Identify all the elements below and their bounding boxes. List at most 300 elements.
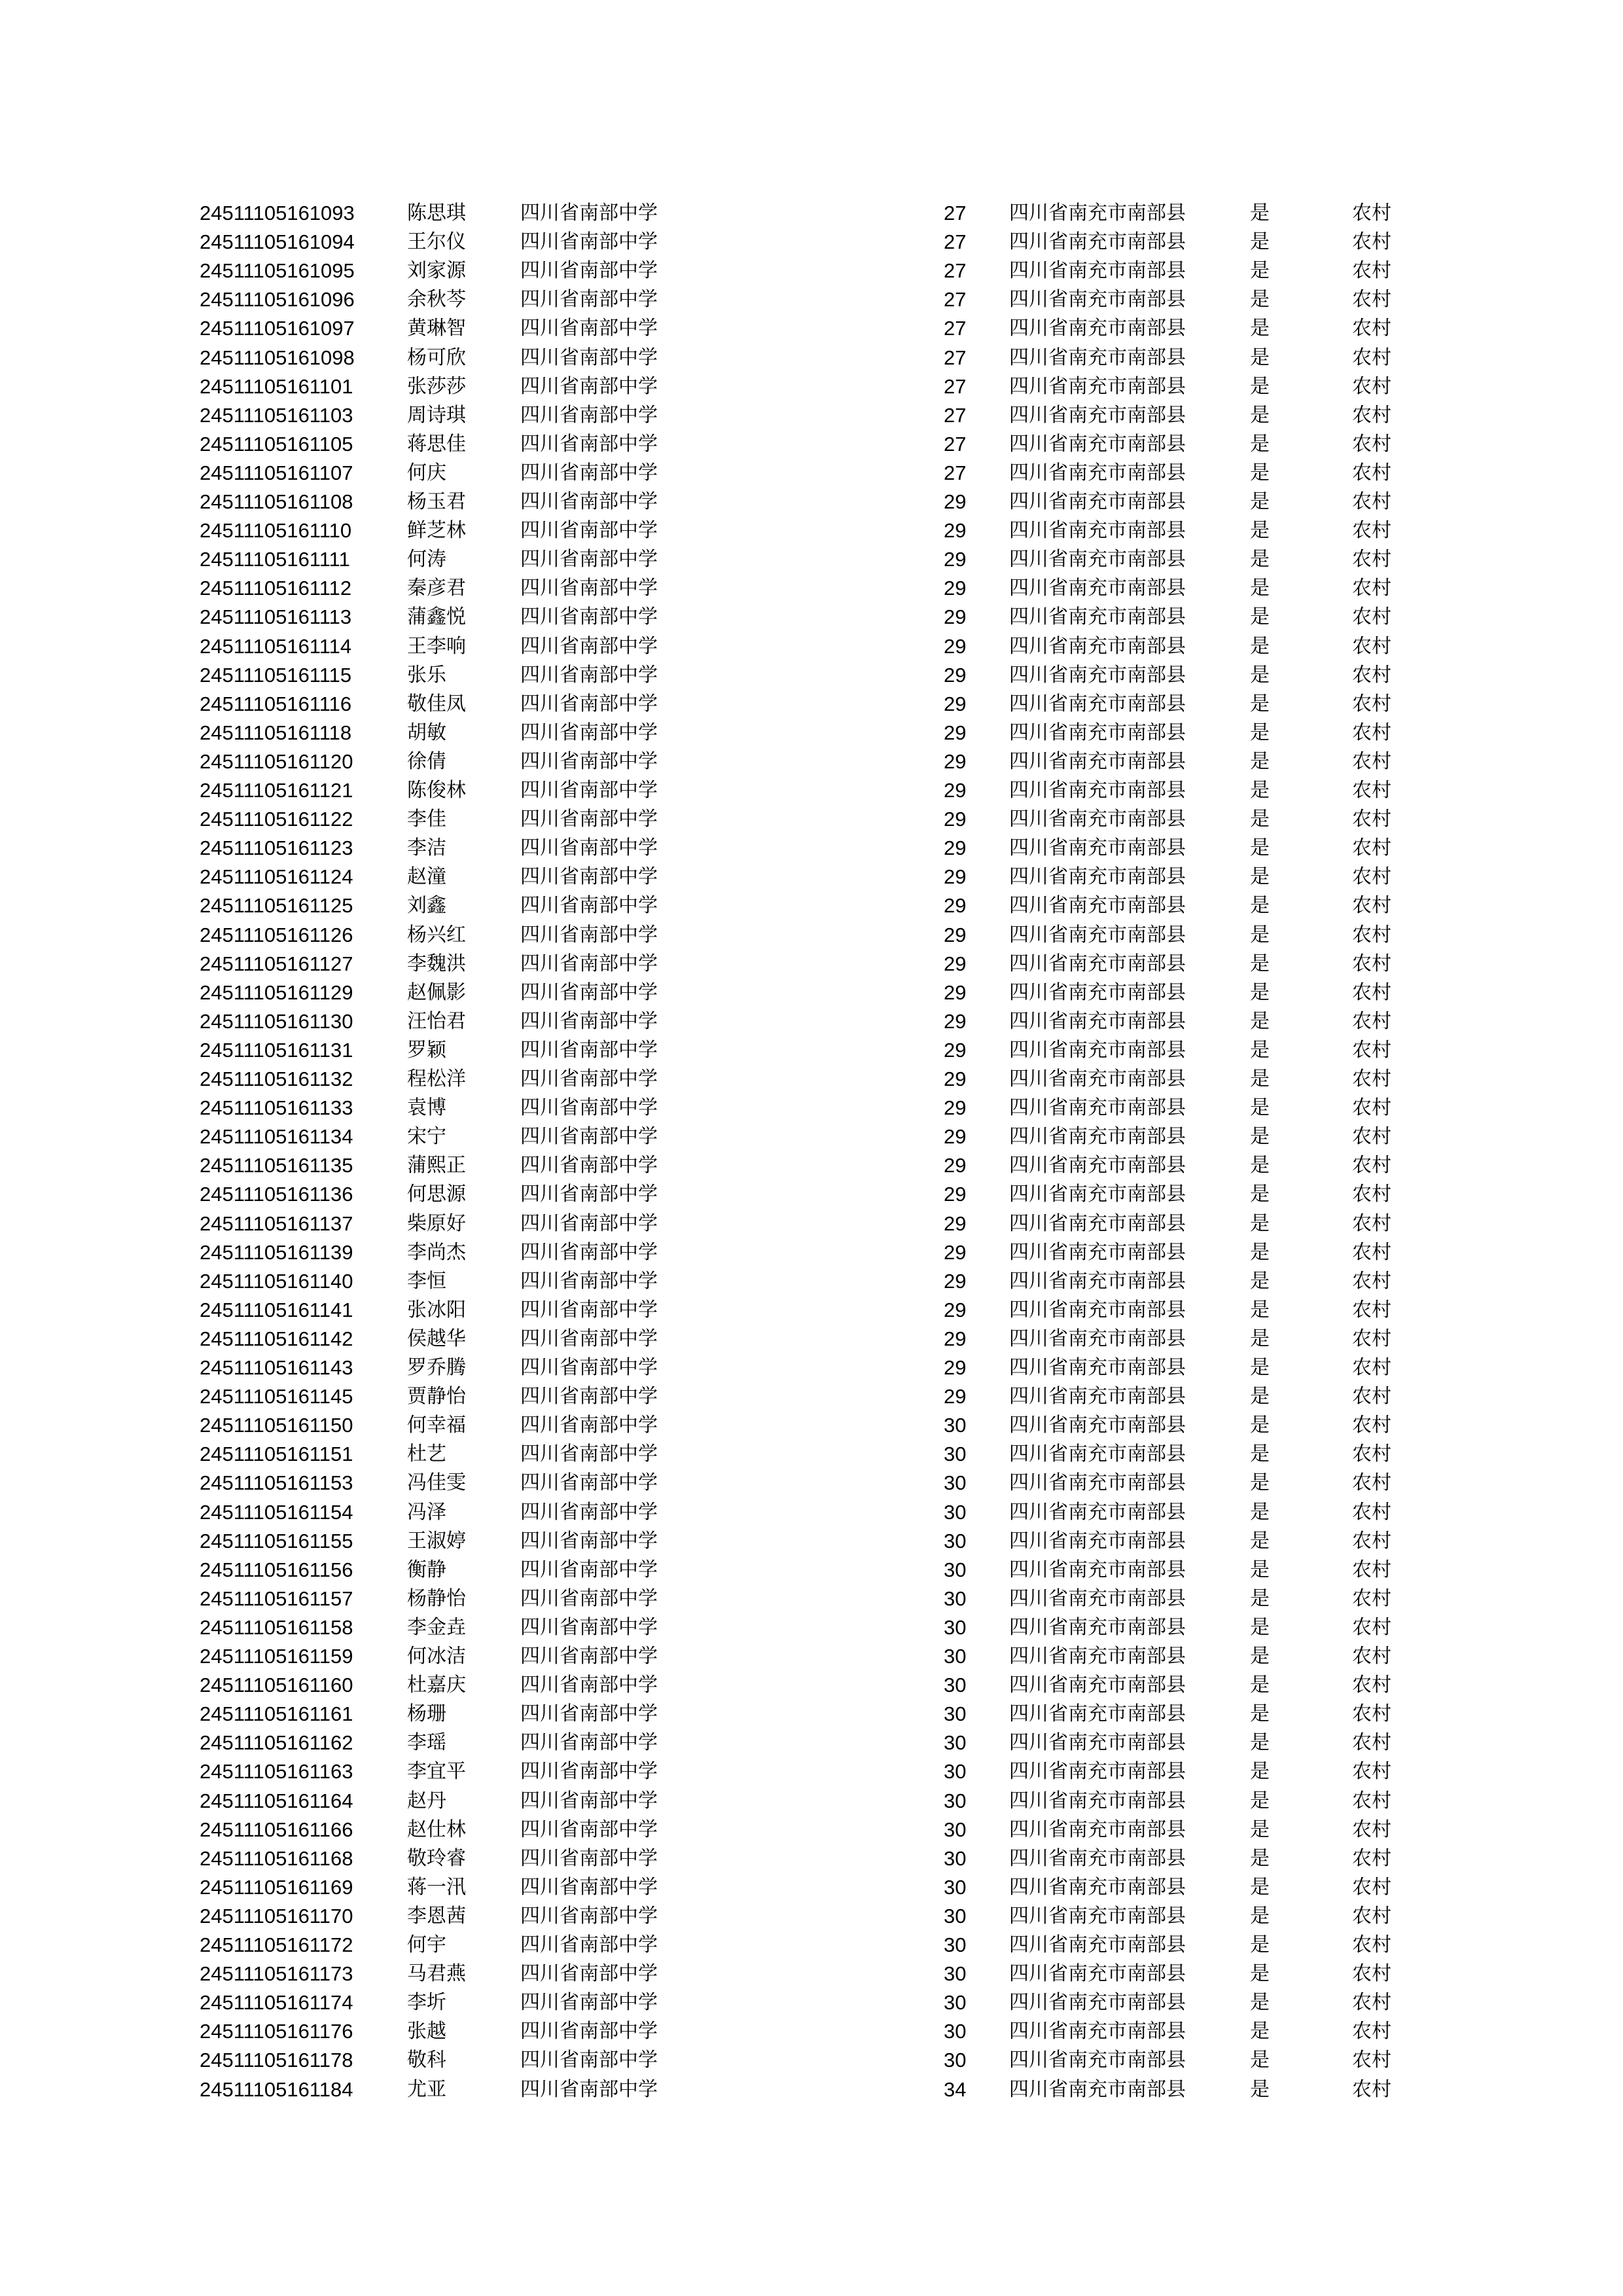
score-cell: 29 bbox=[944, 1125, 967, 1149]
student-name-cell: 李佳 bbox=[407, 808, 446, 831]
school-cell: 四川省南部中学 bbox=[520, 1443, 658, 1466]
flag-cell: 是 bbox=[1250, 259, 1270, 283]
student-name-cell: 衡静 bbox=[407, 1558, 446, 1581]
score-cell: 27 bbox=[944, 403, 967, 427]
flag-cell: 是 bbox=[1250, 432, 1270, 456]
score-cell: 30 bbox=[944, 1789, 967, 1812]
region-cell: 四川省南充市南部县 bbox=[1009, 1471, 1186, 1495]
flag-cell: 是 bbox=[1250, 923, 1270, 946]
household-type-cell: 农村 bbox=[1352, 634, 1391, 658]
flag-cell: 是 bbox=[1250, 490, 1270, 513]
score-cell: 30 bbox=[944, 1760, 967, 1784]
region-cell: 四川省南充市南部县 bbox=[1009, 634, 1186, 658]
flag-cell: 是 bbox=[1250, 1443, 1270, 1466]
household-type-cell: 农村 bbox=[1352, 1846, 1391, 1870]
student-name-cell: 蒲鑫悦 bbox=[407, 605, 466, 629]
flag-cell: 是 bbox=[1250, 2020, 1270, 2043]
score-cell: 29 bbox=[944, 1096, 967, 1120]
exam-number-cell: 24511105161161 bbox=[200, 1702, 353, 1726]
school-cell: 四川省南部中学 bbox=[520, 202, 658, 224]
school-cell: 四川省南部中学 bbox=[520, 432, 658, 456]
household-type-cell: 农村 bbox=[1352, 1674, 1391, 1697]
student-name-cell: 李尚杰 bbox=[407, 1240, 466, 1264]
exam-number-cell: 24511105161158 bbox=[200, 1615, 353, 1639]
region-cell: 四川省南充市南部县 bbox=[1009, 1183, 1186, 1206]
score-cell: 29 bbox=[944, 1240, 967, 1264]
table-row bbox=[0, 372, 1623, 401]
school-cell: 四川省南部中学 bbox=[520, 1298, 658, 1321]
score-cell: 27 bbox=[944, 230, 967, 254]
region-cell: 四川省南充市南部县 bbox=[1009, 1789, 1186, 1812]
student-name-cell: 杨静怡 bbox=[407, 1587, 466, 1610]
exam-number-cell: 24511105161125 bbox=[200, 894, 353, 918]
student-name-cell: 柴原好 bbox=[407, 1211, 466, 1235]
table-row bbox=[0, 228, 1623, 257]
household-type-cell: 农村 bbox=[1352, 836, 1391, 860]
school-cell: 四川省南部中学 bbox=[520, 230, 658, 254]
household-type-cell: 农村 bbox=[1352, 1760, 1391, 1784]
table-row bbox=[0, 1700, 1623, 1729]
flag-cell: 是 bbox=[1250, 1587, 1270, 1610]
school-cell: 四川省南部中学 bbox=[520, 259, 658, 283]
student-name-cell: 黄琳智 bbox=[407, 317, 466, 340]
exam-number-cell: 24511105161113 bbox=[200, 605, 352, 629]
school-cell: 四川省南部中学 bbox=[520, 749, 658, 773]
table-row bbox=[0, 805, 1623, 834]
student-name-cell: 李金垚 bbox=[407, 1615, 466, 1639]
household-type-cell: 农村 bbox=[1352, 288, 1391, 312]
exam-number-cell: 24511105161156 bbox=[200, 1558, 353, 1581]
school-cell: 四川省南部中学 bbox=[520, 1154, 658, 1177]
flag-cell: 是 bbox=[1250, 577, 1270, 600]
score-cell: 29 bbox=[944, 980, 967, 1004]
table-row bbox=[0, 1671, 1623, 1700]
exam-number-cell: 24511105161160 bbox=[200, 1674, 353, 1697]
exam-number-cell: 24511105161132 bbox=[200, 1067, 353, 1090]
region-cell: 四川省南充市南部县 bbox=[1009, 1414, 1186, 1437]
household-type-cell: 农村 bbox=[1352, 1385, 1391, 1408]
score-cell: 27 bbox=[944, 346, 967, 369]
school-cell: 四川省南部中学 bbox=[520, 1096, 658, 1120]
score-cell: 30 bbox=[944, 1645, 967, 1668]
table-row bbox=[0, 719, 1623, 747]
region-cell: 四川省南充市南部县 bbox=[1009, 894, 1186, 918]
student-name-cell: 敬玲睿 bbox=[407, 1846, 466, 1870]
region-cell: 四川省南充市南部县 bbox=[1009, 1009, 1186, 1033]
region-cell: 四川省南充市南部县 bbox=[1009, 749, 1186, 773]
score-cell: 29 bbox=[944, 779, 967, 802]
household-type-cell: 农村 bbox=[1352, 519, 1391, 543]
school-cell: 四川省南部中学 bbox=[520, 1904, 658, 1928]
table-row bbox=[0, 1325, 1623, 1354]
household-type-cell: 农村 bbox=[1352, 230, 1391, 254]
flag-cell: 是 bbox=[1250, 1471, 1270, 1495]
flag-cell: 是 bbox=[1250, 952, 1270, 975]
exam-number-cell: 24511105161155 bbox=[200, 1529, 353, 1552]
flag-cell: 是 bbox=[1250, 230, 1270, 254]
flag-cell: 是 bbox=[1250, 749, 1270, 773]
flag-cell: 是 bbox=[1250, 894, 1270, 918]
region-cell: 四川省南充市南部县 bbox=[1009, 317, 1186, 340]
school-cell: 四川省南部中学 bbox=[520, 1731, 658, 1755]
school-cell: 四川省南部中学 bbox=[520, 1327, 658, 1350]
score-cell: 29 bbox=[944, 519, 967, 543]
region-cell: 四川省南充市南部县 bbox=[1009, 1529, 1186, 1552]
school-cell: 四川省南部中学 bbox=[520, 923, 658, 946]
region-cell: 四川省南充市南部县 bbox=[1009, 1067, 1186, 1090]
student-name-cell: 杜艺 bbox=[407, 1443, 446, 1466]
score-cell: 29 bbox=[944, 1067, 967, 1090]
flag-cell: 是 bbox=[1250, 1269, 1270, 1293]
score-cell: 29 bbox=[944, 490, 967, 513]
table-row bbox=[0, 1180, 1623, 1209]
household-type-cell: 农村 bbox=[1352, 1529, 1391, 1552]
score-cell: 29 bbox=[944, 923, 967, 946]
school-cell: 四川省南部中学 bbox=[520, 1038, 658, 1062]
household-type-cell: 农村 bbox=[1352, 202, 1391, 224]
household-type-cell: 农村 bbox=[1352, 1991, 1391, 2015]
region-cell: 四川省南充市南部县 bbox=[1009, 1558, 1186, 1581]
score-cell: 27 bbox=[944, 432, 967, 456]
score-cell: 30 bbox=[944, 1443, 967, 1466]
school-cell: 四川省南部中学 bbox=[520, 952, 658, 975]
score-cell: 29 bbox=[944, 749, 967, 773]
school-cell: 四川省南部中学 bbox=[520, 1240, 658, 1264]
flag-cell: 是 bbox=[1250, 1875, 1270, 1899]
table-row bbox=[0, 1613, 1623, 1642]
flag-cell: 是 bbox=[1250, 865, 1270, 889]
score-cell: 30 bbox=[944, 1471, 967, 1495]
region-cell: 四川省南充市南部县 bbox=[1009, 836, 1186, 860]
school-cell: 四川省南部中学 bbox=[520, 808, 658, 831]
table-row bbox=[0, 1007, 1623, 1036]
table-row bbox=[0, 1238, 1623, 1267]
student-name-cell: 杨玉君 bbox=[407, 490, 466, 513]
flag-cell: 是 bbox=[1250, 1009, 1270, 1033]
school-cell: 四川省南部中学 bbox=[520, 1356, 658, 1379]
region-cell: 四川省南充市南部县 bbox=[1009, 1211, 1186, 1235]
exam-number-cell: 24511105161105 bbox=[200, 432, 353, 456]
student-name-cell: 何庆 bbox=[407, 461, 446, 484]
household-type-cell: 农村 bbox=[1352, 1702, 1391, 1726]
household-type-cell: 农村 bbox=[1352, 923, 1391, 946]
score-cell: 29 bbox=[944, 634, 967, 658]
student-name-cell: 秦彦君 bbox=[407, 577, 466, 600]
household-type-cell: 农村 bbox=[1352, 1269, 1391, 1293]
table-row bbox=[0, 1960, 1623, 1988]
exam-number-cell: 24511105161136 bbox=[200, 1183, 353, 1206]
student-name-cell: 冯佳雯 bbox=[407, 1471, 466, 1495]
region-cell: 四川省南充市南部县 bbox=[1009, 1760, 1186, 1784]
school-cell: 四川省南部中学 bbox=[520, 1500, 658, 1524]
table-row bbox=[0, 1816, 1623, 1844]
region-cell: 四川省南充市南部县 bbox=[1009, 1356, 1186, 1379]
flag-cell: 是 bbox=[1250, 1962, 1270, 1986]
student-name-cell: 张乐 bbox=[407, 663, 446, 687]
region-cell: 四川省南充市南部县 bbox=[1009, 230, 1186, 254]
exam-number-cell: 24511105161121 bbox=[200, 779, 353, 802]
region-cell: 四川省南充市南部县 bbox=[1009, 605, 1186, 629]
household-type-cell: 农村 bbox=[1352, 1298, 1391, 1321]
household-type-cell: 农村 bbox=[1352, 1558, 1391, 1581]
household-type-cell: 农村 bbox=[1352, 490, 1391, 513]
region-cell: 四川省南充市南部县 bbox=[1009, 432, 1186, 456]
region-cell: 四川省南充市南部县 bbox=[1009, 1818, 1186, 1841]
student-name-cell: 何思源 bbox=[407, 1183, 466, 1206]
flag-cell: 是 bbox=[1250, 403, 1270, 427]
exam-number-cell: 24511105161127 bbox=[200, 952, 353, 975]
region-cell: 四川省南充市南部县 bbox=[1009, 721, 1186, 744]
household-type-cell: 农村 bbox=[1352, 1789, 1391, 1812]
student-name-cell: 刘家源 bbox=[407, 259, 466, 283]
flag-cell: 是 bbox=[1250, 1038, 1270, 1062]
flag-cell: 是 bbox=[1250, 1991, 1270, 2015]
table-row bbox=[0, 1210, 1623, 1238]
flag-cell: 是 bbox=[1250, 288, 1270, 312]
student-name-cell: 蒲熙正 bbox=[407, 1154, 466, 1177]
exam-number-cell: 24511105161093 bbox=[200, 202, 355, 224]
flag-cell: 是 bbox=[1250, 548, 1270, 571]
household-type-cell: 农村 bbox=[1352, 1818, 1391, 1841]
flag-cell: 是 bbox=[1250, 1731, 1270, 1755]
table-row bbox=[0, 574, 1623, 603]
score-cell: 30 bbox=[944, 1702, 967, 1726]
region-cell: 四川省南充市南部县 bbox=[1009, 1096, 1186, 1120]
score-cell: 29 bbox=[944, 1211, 967, 1235]
school-cell: 四川省南部中学 bbox=[520, 605, 658, 629]
flag-cell: 是 bbox=[1250, 461, 1270, 484]
score-cell: 29 bbox=[944, 1385, 967, 1408]
student-name-cell: 杨珊 bbox=[407, 1702, 446, 1726]
exam-number-cell: 24511105161139 bbox=[200, 1240, 353, 1264]
exam-number-cell: 24511105161153 bbox=[200, 1471, 353, 1495]
exam-number-cell: 24511105161108 bbox=[200, 490, 353, 513]
flag-cell: 是 bbox=[1250, 1818, 1270, 1841]
household-type-cell: 农村 bbox=[1352, 1962, 1391, 1986]
score-cell: 30 bbox=[944, 1991, 967, 2015]
score-cell: 29 bbox=[944, 692, 967, 715]
student-name-cell: 贾静怡 bbox=[407, 1385, 466, 1408]
student-name-cell: 李恒 bbox=[407, 1269, 446, 1293]
table-row bbox=[0, 1151, 1623, 1180]
school-cell: 四川省南部中学 bbox=[520, 1789, 658, 1812]
student-name-cell: 刘鑫 bbox=[407, 894, 446, 918]
table-row bbox=[0, 891, 1623, 920]
flag-cell: 是 bbox=[1250, 721, 1270, 744]
flag-cell: 是 bbox=[1250, 836, 1270, 860]
household-type-cell: 农村 bbox=[1352, 1009, 1391, 1033]
score-cell: 29 bbox=[944, 808, 967, 831]
student-name-cell: 袁博 bbox=[407, 1096, 446, 1120]
exam-number-cell: 24511105161137 bbox=[200, 1211, 353, 1235]
household-type-cell: 农村 bbox=[1352, 1645, 1391, 1668]
score-cell: 29 bbox=[944, 1356, 967, 1379]
student-name-cell: 胡敏 bbox=[407, 721, 446, 744]
school-cell: 四川省南部中学 bbox=[520, 577, 658, 600]
student-name-cell: 冯泽 bbox=[407, 1500, 446, 1524]
household-type-cell: 农村 bbox=[1352, 317, 1391, 340]
student-name-cell: 敬科 bbox=[407, 2049, 446, 2072]
exam-number-cell: 24511105161154 bbox=[200, 1500, 353, 1524]
region-cell: 四川省南充市南部县 bbox=[1009, 403, 1186, 427]
score-cell: 29 bbox=[944, 1038, 967, 1062]
household-type-cell: 农村 bbox=[1352, 1038, 1391, 1062]
exam-number-cell: 24511105161122 bbox=[200, 808, 353, 831]
region-cell: 四川省南充市南部县 bbox=[1009, 1500, 1186, 1524]
region-cell: 四川省南充市南部县 bbox=[1009, 1154, 1186, 1177]
score-cell: 30 bbox=[944, 1615, 967, 1639]
student-name-cell: 李瑶 bbox=[407, 1731, 446, 1755]
student-name-cell: 尤亚 bbox=[407, 2077, 446, 2101]
region-cell: 四川省南充市南部县 bbox=[1009, 1038, 1186, 1062]
flag-cell: 是 bbox=[1250, 1356, 1270, 1379]
flag-cell: 是 bbox=[1250, 1298, 1270, 1321]
flag-cell: 是 bbox=[1250, 1558, 1270, 1581]
student-name-cell: 蒋一汛 bbox=[407, 1875, 466, 1899]
school-cell: 四川省南部中学 bbox=[520, 1414, 658, 1437]
flag-cell: 是 bbox=[1250, 1125, 1270, 1149]
household-type-cell: 农村 bbox=[1352, 1240, 1391, 1264]
school-cell: 四川省南部中学 bbox=[520, 1818, 658, 1841]
household-type-cell: 农村 bbox=[1352, 1587, 1391, 1610]
exam-number-cell: 24511105161142 bbox=[200, 1327, 353, 1350]
student-name-cell: 张冰阳 bbox=[407, 1298, 466, 1321]
score-cell: 27 bbox=[944, 317, 967, 340]
table-row bbox=[0, 516, 1623, 545]
score-cell: 29 bbox=[944, 721, 967, 744]
student-name-cell: 鲜芝林 bbox=[407, 519, 466, 543]
exam-number-cell: 24511105161112 bbox=[200, 577, 352, 600]
score-cell: 29 bbox=[944, 1154, 967, 1177]
region-cell: 四川省南充市南部县 bbox=[1009, 779, 1186, 802]
region-cell: 四川省南充市南部县 bbox=[1009, 490, 1186, 513]
household-type-cell: 农村 bbox=[1352, 1471, 1391, 1495]
score-cell: 27 bbox=[944, 259, 967, 283]
student-name-cell: 王尔仪 bbox=[407, 230, 466, 254]
table-row bbox=[0, 1729, 1623, 1757]
table-row bbox=[0, 921, 1623, 950]
table-row bbox=[0, 1440, 1623, 1469]
school-cell: 四川省南部中学 bbox=[520, 1211, 658, 1235]
exam-number-cell: 24511105161141 bbox=[200, 1298, 353, 1321]
exam-number-cell: 24511105161097 bbox=[200, 317, 355, 340]
exam-number-cell: 24511105161095 bbox=[200, 259, 355, 283]
region-cell: 四川省南充市南部县 bbox=[1009, 1645, 1186, 1668]
score-cell: 27 bbox=[944, 461, 967, 484]
flag-cell: 是 bbox=[1250, 1154, 1270, 1177]
school-cell: 四川省南部中学 bbox=[520, 1269, 658, 1293]
household-type-cell: 农村 bbox=[1352, 808, 1391, 831]
region-cell: 四川省南充市南部县 bbox=[1009, 1385, 1186, 1408]
flag-cell: 是 bbox=[1250, 1183, 1270, 1206]
school-cell: 四川省南部中学 bbox=[520, 1760, 658, 1784]
flag-cell: 是 bbox=[1250, 1933, 1270, 1956]
household-type-cell: 农村 bbox=[1352, 1096, 1391, 1120]
table-row bbox=[0, 2017, 1623, 2046]
exam-number-cell: 24511105161123 bbox=[200, 836, 353, 860]
flag-cell: 是 bbox=[1250, 1702, 1270, 1726]
score-cell: 30 bbox=[944, 1846, 967, 1870]
table-row bbox=[0, 1787, 1623, 1816]
school-cell: 四川省南部中学 bbox=[520, 346, 658, 369]
table-row bbox=[0, 834, 1623, 863]
flag-cell: 是 bbox=[1250, 1327, 1270, 1350]
household-type-cell: 农村 bbox=[1352, 1875, 1391, 1899]
score-cell: 30 bbox=[944, 1529, 967, 1552]
region-cell: 四川省南充市南部县 bbox=[1009, 1962, 1186, 1986]
region-cell: 四川省南充市南部县 bbox=[1009, 2049, 1186, 2072]
student-name-cell: 宋宁 bbox=[407, 1125, 446, 1149]
student-name-cell: 王淑婷 bbox=[407, 1529, 466, 1552]
flag-cell: 是 bbox=[1250, 1529, 1270, 1552]
exam-number-cell: 24511105161172 bbox=[200, 1933, 353, 1956]
household-type-cell: 农村 bbox=[1352, 1183, 1391, 1206]
flag-cell: 是 bbox=[1250, 1846, 1270, 1870]
school-cell: 四川省南部中学 bbox=[520, 317, 658, 340]
student-name-cell: 杨可欣 bbox=[407, 346, 466, 369]
table-row bbox=[0, 459, 1623, 488]
exam-number-cell: 24511105161140 bbox=[200, 1269, 353, 1293]
score-cell: 29 bbox=[944, 577, 967, 600]
student-name-cell: 汪怡君 bbox=[407, 1009, 466, 1033]
exam-number-cell: 24511105161163 bbox=[200, 1760, 353, 1784]
household-type-cell: 农村 bbox=[1352, 1443, 1391, 1466]
student-name-cell: 张莎莎 bbox=[407, 374, 466, 398]
score-cell: 30 bbox=[944, 1558, 967, 1581]
student-name-cell: 赵佩影 bbox=[407, 980, 466, 1004]
region-cell: 四川省南充市南部县 bbox=[1009, 692, 1186, 715]
household-type-cell: 农村 bbox=[1352, 2049, 1391, 2072]
exam-number-cell: 24511105161169 bbox=[200, 1875, 353, 1899]
table-row bbox=[0, 1527, 1623, 1556]
exam-number-cell: 24511105161124 bbox=[200, 865, 353, 889]
table-row bbox=[0, 488, 1623, 516]
region-cell: 四川省南充市南部县 bbox=[1009, 1327, 1186, 1350]
household-type-cell: 农村 bbox=[1352, 865, 1391, 889]
school-cell: 四川省南部中学 bbox=[520, 1645, 658, 1668]
school-cell: 四川省南部中学 bbox=[520, 1962, 658, 1986]
flag-cell: 是 bbox=[1250, 346, 1270, 369]
table-row bbox=[0, 776, 1623, 805]
flag-cell: 是 bbox=[1250, 202, 1270, 224]
score-cell: 29 bbox=[944, 952, 967, 975]
region-cell: 四川省南充市南部县 bbox=[1009, 1875, 1186, 1899]
region-cell: 四川省南充市南部县 bbox=[1009, 1702, 1186, 1726]
score-cell: 29 bbox=[944, 865, 967, 889]
exam-number-cell: 24511105161103 bbox=[200, 403, 353, 427]
flag-cell: 是 bbox=[1250, 1615, 1270, 1639]
exam-number-cell: 24511105161111 bbox=[200, 548, 350, 571]
exam-number-cell: 24511105161120 bbox=[200, 749, 353, 773]
exam-number-cell: 24511105161110 bbox=[200, 519, 352, 543]
school-cell: 四川省南部中学 bbox=[520, 663, 658, 687]
score-cell: 30 bbox=[944, 1500, 967, 1524]
flag-cell: 是 bbox=[1250, 374, 1270, 398]
household-type-cell: 农村 bbox=[1352, 1933, 1391, 1956]
table-row bbox=[0, 1267, 1623, 1296]
exam-number-cell: 24511105161174 bbox=[200, 1991, 353, 2015]
school-cell: 四川省南部中学 bbox=[520, 1183, 658, 1206]
student-name-cell: 赵丹 bbox=[407, 1789, 446, 1812]
school-cell: 四川省南部中学 bbox=[520, 490, 658, 513]
school-cell: 四川省南部中学 bbox=[520, 1587, 658, 1610]
school-cell: 四川省南部中学 bbox=[520, 779, 658, 802]
region-cell: 四川省南充市南部县 bbox=[1009, 1933, 1186, 1956]
household-type-cell: 农村 bbox=[1352, 374, 1391, 398]
school-cell: 四川省南部中学 bbox=[520, 1615, 658, 1639]
school-cell: 四川省南部中学 bbox=[520, 1471, 658, 1495]
school-cell: 四川省南部中学 bbox=[520, 980, 658, 1004]
